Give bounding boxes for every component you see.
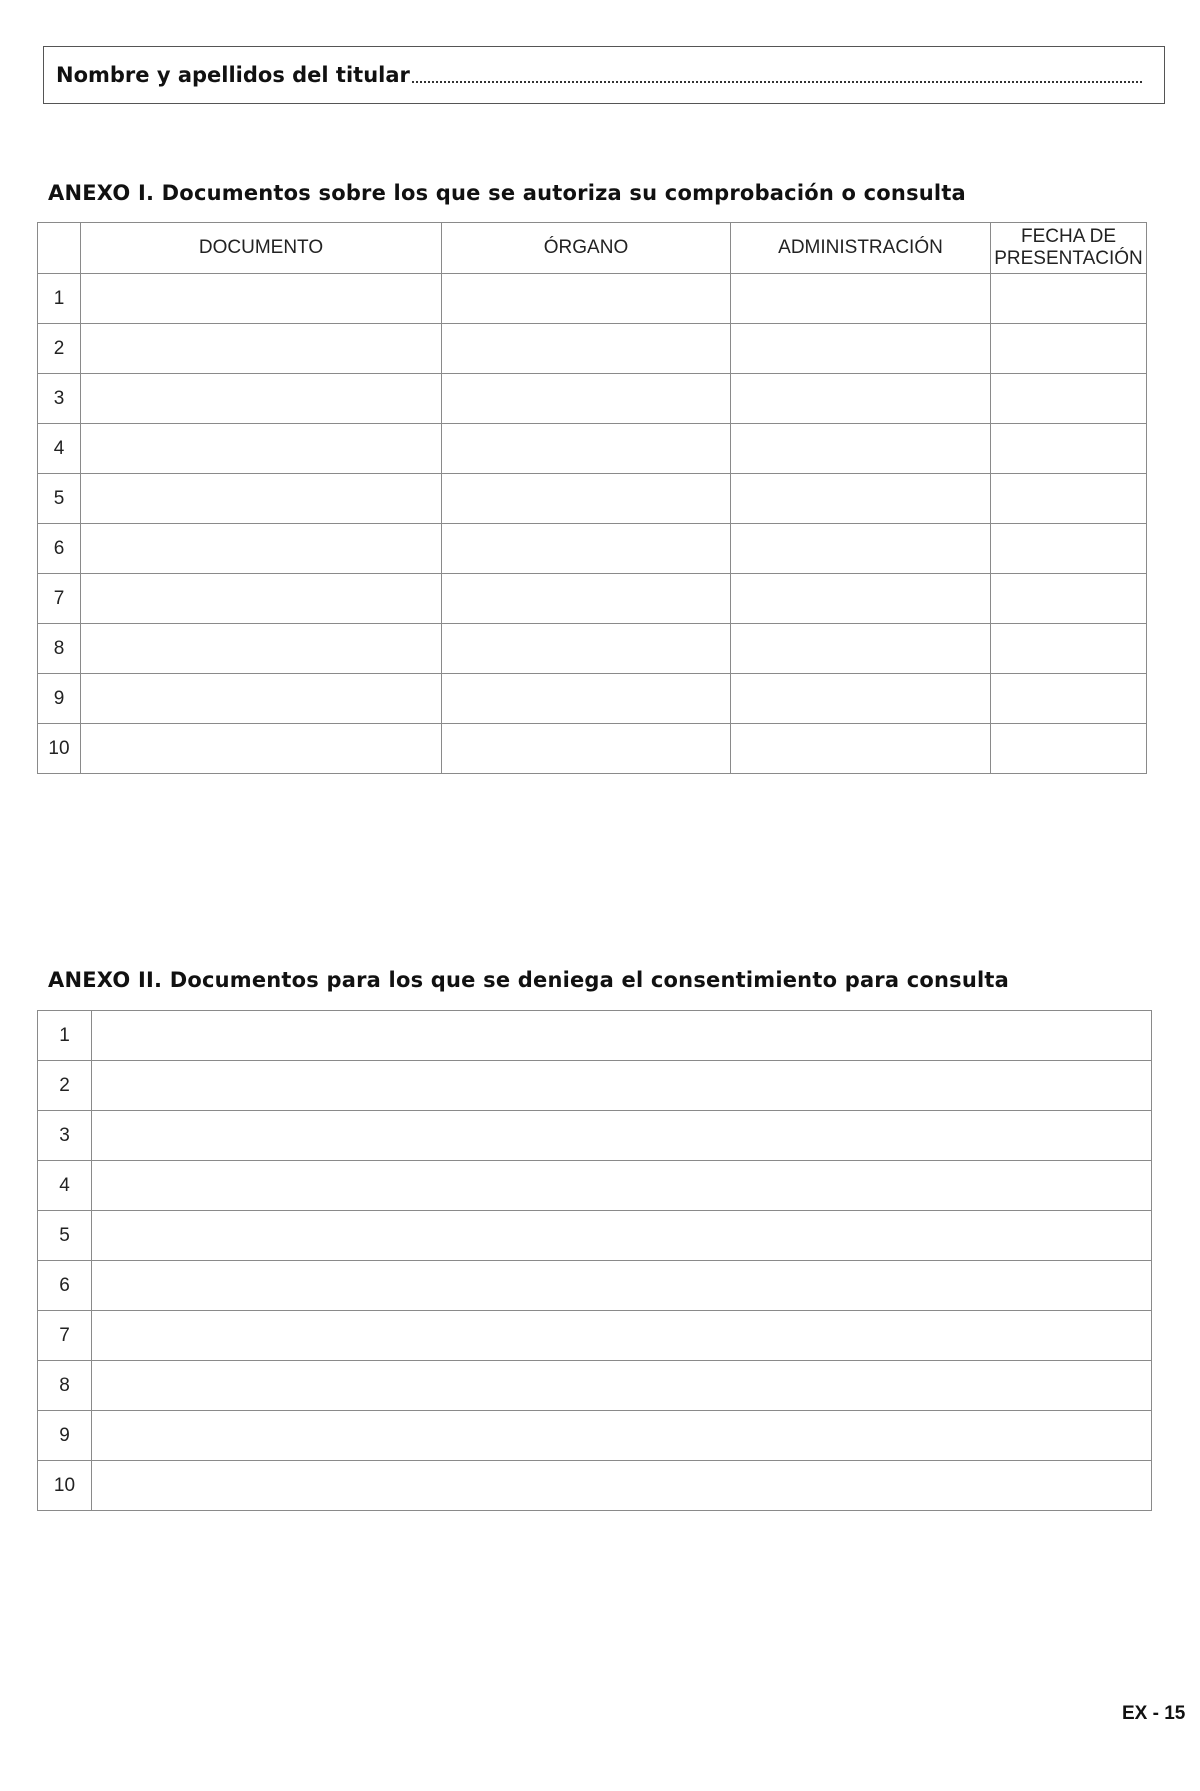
annex1-row bbox=[38, 474, 1147, 524]
annex1-header-documento-label: DOCUMENTO bbox=[198, 237, 324, 258]
annex2-cell-documento[interactable] bbox=[92, 1211, 1152, 1261]
annex2-cell-documento[interactable] bbox=[92, 1261, 1152, 1311]
annex2-row-number: 8 bbox=[38, 1361, 92, 1411]
annex2-cell-documento[interactable] bbox=[92, 1061, 1152, 1111]
annex1-header-number bbox=[38, 223, 81, 274]
annex1-cell-organo[interactable] bbox=[442, 324, 731, 374]
annex1-cell-documento[interactable] bbox=[81, 674, 442, 724]
annex2-row bbox=[38, 1361, 1152, 1411]
annex1-cell-documento[interactable] bbox=[81, 374, 442, 424]
annex1-row bbox=[38, 324, 1147, 374]
holder-name-field[interactable] bbox=[43, 46, 1165, 104]
annex2-row bbox=[38, 1261, 1152, 1311]
annex2-row bbox=[38, 1061, 1152, 1111]
annex1-header-administracion-label: ADMINISTRACIÓN bbox=[778, 237, 943, 258]
annex1-cell-organo[interactable] bbox=[442, 574, 731, 624]
annex1-row-number: 3 bbox=[38, 374, 81, 424]
annex1-cell-administracion[interactable] bbox=[731, 674, 991, 724]
annex2-row bbox=[38, 1011, 1152, 1061]
annex2-row-number: 7 bbox=[38, 1311, 92, 1361]
annex2-title: ANEXO II. Documentos para los que se deniega el consentimiento para consulta bbox=[48, 968, 1010, 992]
annex1-cell-administracion[interactable] bbox=[731, 724, 991, 774]
annex2-row-number: 4 bbox=[38, 1161, 92, 1211]
annex1-cell-documento[interactable] bbox=[81, 724, 442, 774]
annex2-cell-documento[interactable] bbox=[92, 1111, 1152, 1161]
annex1-cell-fecha[interactable] bbox=[991, 624, 1147, 674]
annex1-cell-documento[interactable] bbox=[81, 574, 442, 624]
annex1-row-number: 8 bbox=[38, 624, 81, 674]
annex1-cell-administracion[interactable] bbox=[731, 424, 991, 474]
annex1-cell-fecha[interactable] bbox=[991, 524, 1147, 574]
annex1-row-number: 9 bbox=[38, 674, 81, 724]
annex1-header-organo-label: ÓRGANO bbox=[543, 237, 629, 258]
annex2-cell-documento[interactable] bbox=[92, 1411, 1152, 1461]
annex1-cell-fecha[interactable] bbox=[991, 274, 1147, 324]
annex1-cell-administracion[interactable] bbox=[731, 524, 991, 574]
annex1-cell-organo[interactable] bbox=[442, 674, 731, 724]
annex1-row bbox=[38, 674, 1147, 724]
annex1-row-number: 5 bbox=[38, 474, 81, 524]
annex1-row-number: 10 bbox=[38, 724, 81, 774]
annex1-row bbox=[38, 524, 1147, 574]
annex1-cell-fecha[interactable] bbox=[991, 324, 1147, 374]
annex1-row-number: 4 bbox=[38, 424, 81, 474]
annex1-row bbox=[38, 374, 1147, 424]
annex1-cell-fecha[interactable] bbox=[991, 674, 1147, 724]
annex2-row-number: 6 bbox=[38, 1261, 92, 1311]
annex1-row-number: 1 bbox=[38, 274, 81, 324]
annex1-cell-organo[interactable] bbox=[442, 424, 731, 474]
annex1-header-fecha-line2: PRESENTACIÓN bbox=[994, 248, 1143, 269]
annex1-cell-organo[interactable] bbox=[442, 374, 731, 424]
annex2-cell-documento[interactable] bbox=[92, 1461, 1152, 1511]
annex2-cell-documento[interactable] bbox=[92, 1311, 1152, 1361]
annex2-cell-documento[interactable] bbox=[92, 1361, 1152, 1411]
annex2-row-number: 2 bbox=[38, 1061, 92, 1111]
annex1-cell-fecha[interactable] bbox=[991, 724, 1147, 774]
annex2-row-number: 1 bbox=[38, 1011, 92, 1061]
annex1-header-row bbox=[38, 223, 1147, 274]
annex2-cell-documento[interactable] bbox=[92, 1011, 1152, 1061]
annex1-row bbox=[38, 274, 1147, 324]
annex2-row bbox=[38, 1211, 1152, 1261]
annex2-row-number: 10 bbox=[38, 1461, 92, 1511]
annex1-header-organo bbox=[442, 223, 731, 274]
annex2-row bbox=[38, 1111, 1152, 1161]
page-number: EX - 15 bbox=[1122, 1703, 1186, 1724]
annex1-cell-administracion[interactable] bbox=[731, 474, 991, 524]
annex1-cell-organo[interactable] bbox=[442, 524, 731, 574]
annex1-row-number: 2 bbox=[38, 324, 81, 374]
annex1-table bbox=[37, 222, 1147, 774]
annex2-row-number: 3 bbox=[38, 1111, 92, 1161]
annex2-row bbox=[38, 1411, 1152, 1461]
annex1-cell-fecha[interactable] bbox=[991, 424, 1147, 474]
annex1-header-fecha bbox=[991, 223, 1147, 274]
annex1-cell-administracion[interactable] bbox=[731, 374, 991, 424]
holder-name-label: Nombre y apellidos del titular bbox=[56, 63, 410, 87]
annex2-cell-documento[interactable] bbox=[92, 1161, 1152, 1211]
annex1-cell-organo[interactable] bbox=[442, 474, 731, 524]
holder-name-dotted-line bbox=[412, 81, 1142, 83]
annex1-title: ANEXO I. Documentos sobre los que se autoriza su comprobación o consulta bbox=[48, 181, 966, 205]
annex1-header-documento bbox=[81, 223, 442, 274]
annex2-table bbox=[37, 1010, 1152, 1511]
annex2-row bbox=[38, 1461, 1152, 1511]
annex1-cell-documento[interactable] bbox=[81, 424, 442, 474]
annex1-row-number: 6 bbox=[38, 524, 81, 574]
annex2-row-number: 5 bbox=[38, 1211, 92, 1261]
annex2-row bbox=[38, 1311, 1152, 1361]
annex1-cell-administracion[interactable] bbox=[731, 574, 991, 624]
annex1-header-administracion bbox=[731, 223, 991, 274]
annex1-row bbox=[38, 574, 1147, 624]
annex1-cell-documento[interactable] bbox=[81, 324, 442, 374]
annex1-cell-fecha[interactable] bbox=[991, 474, 1147, 524]
annex1-cell-administracion[interactable] bbox=[731, 624, 991, 674]
annex1-cell-fecha[interactable] bbox=[991, 574, 1147, 624]
annex2-row bbox=[38, 1161, 1152, 1211]
annex1-row bbox=[38, 724, 1147, 774]
annex2-row-number: 9 bbox=[38, 1411, 92, 1461]
annex1-cell-documento[interactable] bbox=[81, 624, 442, 674]
annex1-row bbox=[38, 424, 1147, 474]
annex1-cell-organo[interactable] bbox=[442, 274, 731, 324]
annex1-cell-organo[interactable] bbox=[442, 624, 731, 674]
annex1-cell-documento[interactable] bbox=[81, 274, 442, 324]
annex1-cell-organo[interactable] bbox=[442, 724, 731, 774]
annex1-cell-administracion[interactable] bbox=[731, 324, 991, 374]
annex1-row-number: 7 bbox=[38, 574, 81, 624]
annex1-cell-documento[interactable] bbox=[81, 474, 442, 524]
annex1-cell-administracion[interactable] bbox=[731, 274, 991, 324]
annex1-header-fecha-line1: FECHA DE bbox=[1020, 226, 1117, 247]
annex1-cell-documento[interactable] bbox=[81, 524, 442, 574]
annex1-cell-fecha[interactable] bbox=[991, 374, 1147, 424]
annex1-row bbox=[38, 624, 1147, 674]
